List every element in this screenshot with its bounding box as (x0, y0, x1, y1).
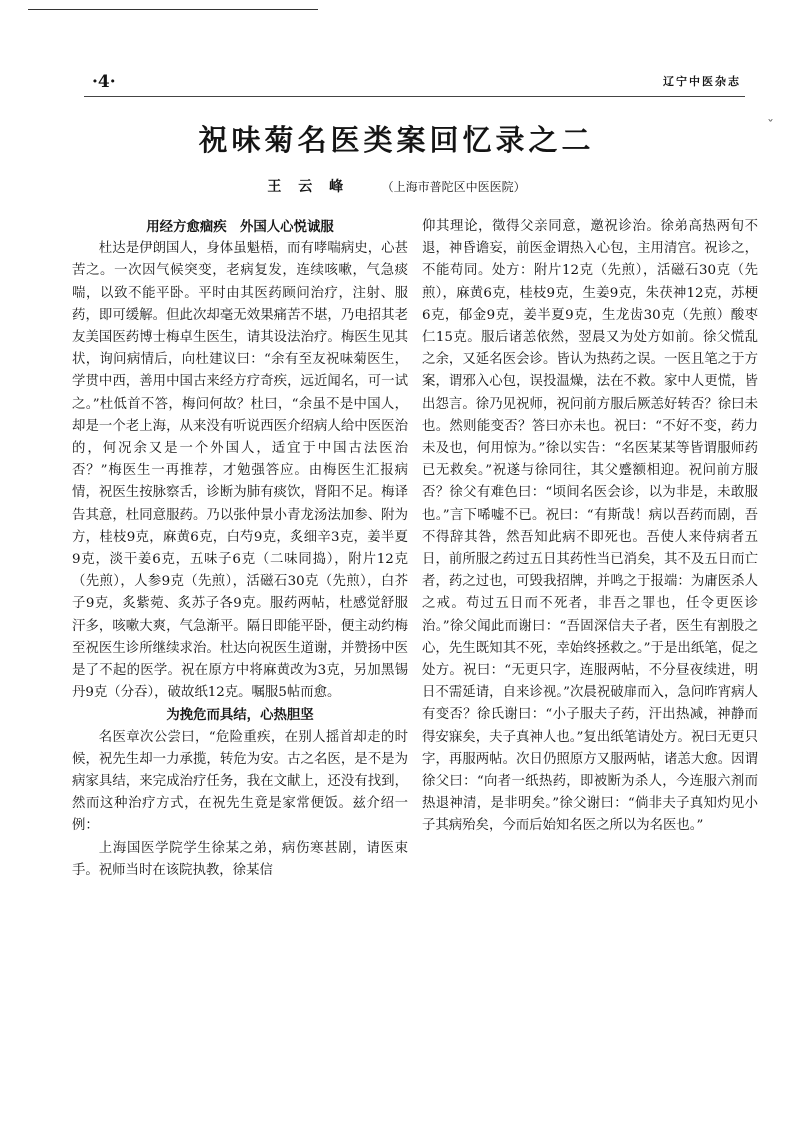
journal-name: 辽宁中医杂志 (663, 75, 741, 88)
section1-paragraph: 杜达是伊朗国人，身体虽魁梧，而有哮喘病史，心甚苦之。一次因气候突变，老病复发，连续咳嗽，气急痰喘，以致不能平卧。平时由其医药顾问治疗，注射、服药，即可缓解。但此次却毫无效果痛苦不堪，乃电招其老友美国医药博士梅卓生医生，请其设法治疗。梅医生见其状，询问病情后，向杜建议曰：“余有至友祝味菊医生，学贯中西，善用中国古来经方疗奇疾，远近闻名，可一试之。”杜低首不答，梅问何故？杜曰，“余虽不是中国人，却是一个老上海，从来没有听说西医介绍病人给中医医治的，何况余又是一个外国人，适宜于中国古法医治否？”梅医生一再推荐，才勉强答应。由梅医生汇报病情，祝医生按脉察舌，诊断为肺有痰饮，肾阳不足。梅译告其意，杜同意服药。乃以张仲景小青龙汤法加参、附为方，桂枝9克，麻黄6克，白芍9克，炙细辛3克，姜半夏9克，淡干姜6克，五味子6克（二味同捣），附片12克（先煎），人参9克（先煎），活磁石30克（先煎），白芥子9克，炙紫菀、炙苏子各9克。服药两帖，杜感觉舒服汗多，咳嗽大爽，气急渐平。隔日即能平卧，便主动约梅至祝医生诊所继续求治。杜达向祝医生道谢，并赞扬中医是了不起的医学。祝在原方中将麻黄改为3克，另加黑锡丹9克（分吞），破故纸12克。嘱服5帖而愈。 (72, 241, 408, 701)
section2-paragraph-1: 名医章次公尝曰，“危险重疾，在别人摇首却走的时候，祝先生却一力承揽，转危为安。古之名医，是不是为病家具结，来完成治疗任务，我在文献上，还没有找到，然而这种治疗方式，在祝先生竟是家常便饭。兹介绍一例： (72, 729, 408, 834)
right-column (422, 216, 758, 838)
section-heading-1: 用经方愈痼疾 外国人心悦诚服 (146, 219, 334, 235)
author-affiliation: （上海市普陀区中医医院） (381, 180, 526, 194)
byline (0, 176, 793, 196)
article-title: 祝味菊名医类案回忆录之二 (198, 123, 595, 157)
left-column (72, 216, 408, 882)
header-divider (84, 96, 745, 97)
margin-mark: ˇ (767, 118, 774, 134)
section-heading-2: 为挽危而具结，心热胆坚 (166, 707, 314, 724)
page-number: ·4· (92, 72, 116, 92)
section2-paragraph-2: 上海国医学院学生徐某之弟，病伤寒甚剧，请医束手。祝师当时在该院执教，徐某信 (72, 840, 408, 878)
top-edge-rule (28, 9, 318, 10)
author-name: 王 云 峰 (267, 179, 350, 195)
right-column-paragraph: 仰其理论，徵得父亲同意，邀祝诊治。徐弟高热两旬不退，神昏谵妄，前医金谓热入心包，主用清宫。祝诊之，不能苟同。处方：附片12克（先煎），活磁石30克（先煎），麻黄6克，桂枝9克，生姜9克，朱茯神12克，苏梗6克，郁金9克，姜半夏9克，生龙齿30克（先煎）酸枣仁15克。服后诸恙依然，翌晨又为处方如前。徐父慌乱之余，又延名医会诊。皆认为热药之误。一医且笔之于方案，谓邪入心包，误投温燥，法在不救。家中人更慌，皆出怨言。徐乃见祝师，祝问前方服后厥恙好转否？徐曰未也。然则能变否？答曰亦未也。祝曰：“不好不变，药力未及也，何用惊为。”徐以实告：“名医某某等皆谓服师药已无救矣。”祝遂与徐同往，其父蹙额相迎。祝问前方服否？徐父有难色曰：“顷间名医会诊，以为非是，未敢服也。”言下唏嘘不已。祝曰：“有斯哉！病以吾药而剧，吾不得辞其咎，然吾知此病不即死也。吾使人来侍病者五日，前所服之药过五日其药性当已消矣，其不及五日而亡者，药之过也，可毁我招牌，并鸣之于报端：为庸医杀人之戒。苟过五日而不死者，非吾之罪也，任令更医诊治。”徐父闻此而谢曰：“吾固深信夫子者，医生有割股之心，先生既知其不死，幸始终拯救之。”于是出纸笔，促之处方。祝曰：“无更只字，连服两帖，不分昼夜续进，明日不需延请，自来诊视。”次晨祝破扉而入，急问昨宵病人有变否？徐氏谢曰：“小子服夫子药，汗出热减，神静而得安寐矣，夫子真神人也。”复出纸笔请处方。祝曰无更只字，再服两帖。次日仍照原方又服两帖，诸恙大愈。因谓徐父曰：“向者一纸热药，即被断为杀人，今连服六剂而热退神清，是非明矣。”徐父谢曰：“倘非夫子真知灼见小子其病殆矣，今而后始知名医之所以为名医也。” (422, 219, 758, 834)
